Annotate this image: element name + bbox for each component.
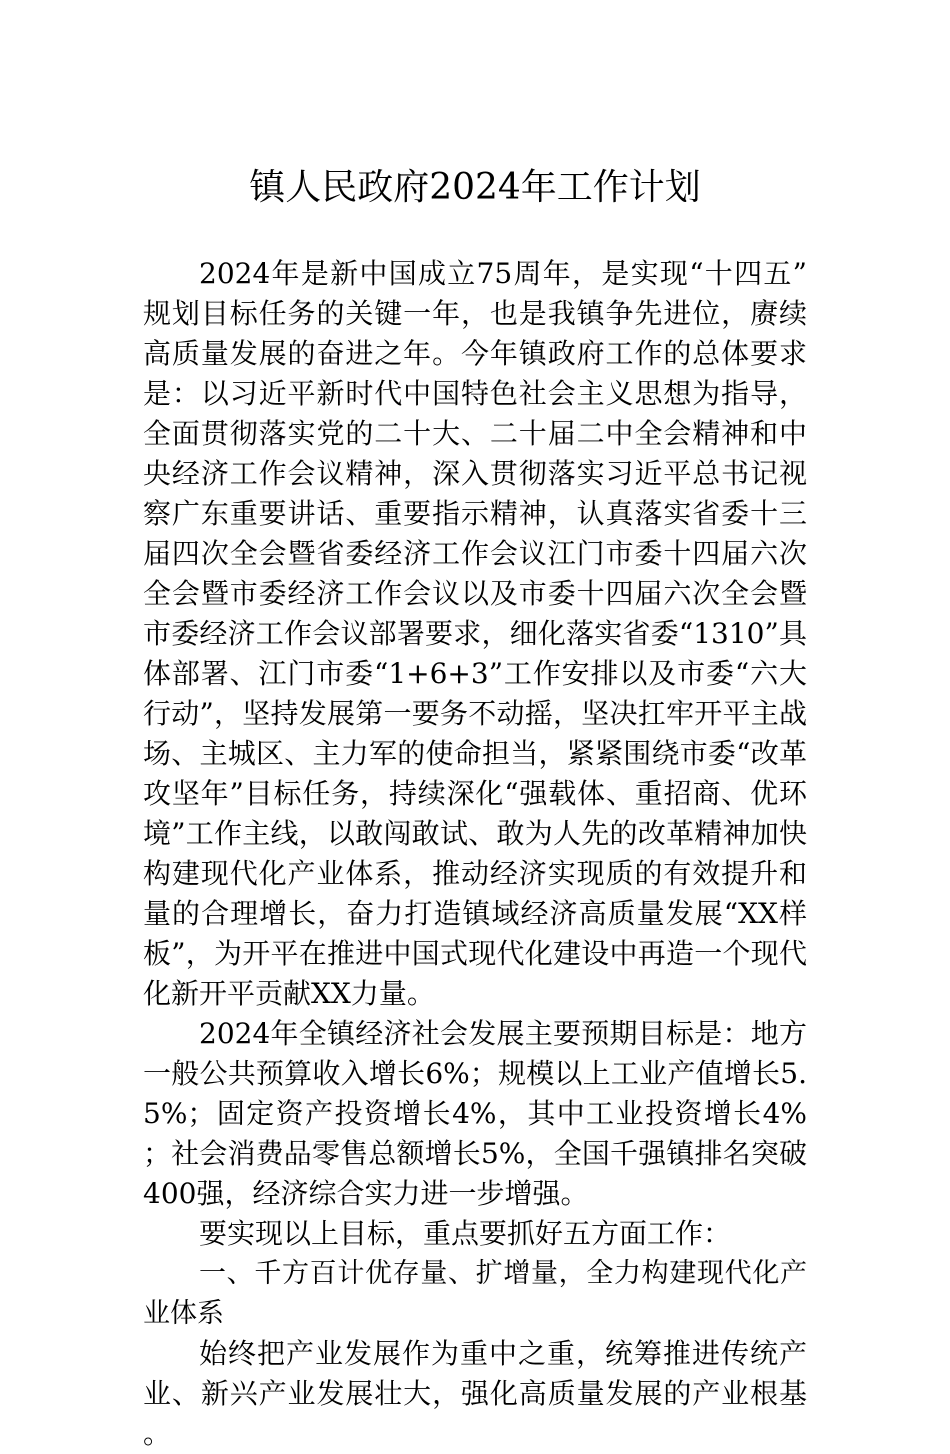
section-heading-one: 一、千方百计优存量、扩增量，全力构建现代化产业体系 — [143, 1258, 807, 1329]
paragraph-intro: 2024年是新中国成立75周年，是实现“十四五”规划目标任务的关键一年，也是我镇争先进位，赓续高质量发展的奋进之年。今年镇政府工作的总体要求是：以习近平新时代中国特色社会主义思想为指导，全面贯彻落实党的二十大、二十届二中全会精神和中央经济工作会议精神，深入贯彻落实习近平总书记视察广东重要讲话、重要指示精神，认真落实省委十三届四次全会暨省委经济工作会议江门市委十四届六次全会暨市委经济工作会议以及市委十四届六次全会暨市委经济工作会议部署要求，细化落实省委“1310”具体部署、江门市委“1+6+3”工作安排以及市委“六大行动”，坚持发展第一要务不动摇，坚决扛牢开平主战场、主城区、主力军的使命担当，紧紧围绕市委“改革攻坚年”目标任务，持续深化“强载体、重招商、优环境”工作主线，以敢闯敢试、敢为人先的改革精神加快构建现代化产业体系，推动经济实现质的有效提升和量的合理增长，奋力打造镇域经济高质量发展“XX样板”，为开平在推进中国式现代化建设中再造一个现代化新开平贡献XX力量。 — [143, 257, 807, 1010]
paragraph-targets: 2024年全镇经济社会发展主要预期目标是：地方一般公共预算收入增长6%；规模以上工业产值增长5.5%；固定资产投资增长4%，其中工业投资增长4%；社会消费品零售总额增长5%，全国千强镇排名突破400强，经济综合实力进一步增强。 — [143, 1017, 807, 1210]
paragraph-industry: 始终把产业发展作为重中之重，统筹推进传统产业、新兴产业发展壮大，强化高质量发展的产业根基。 — [143, 1337, 807, 1450]
document-body — [143, 254, 807, 1454]
document-title: 镇人民政府2024年工作计划 — [249, 167, 701, 208]
paragraph-focus: 要实现以上目标，重点要抓好五方面工作： — [199, 1217, 732, 1250]
